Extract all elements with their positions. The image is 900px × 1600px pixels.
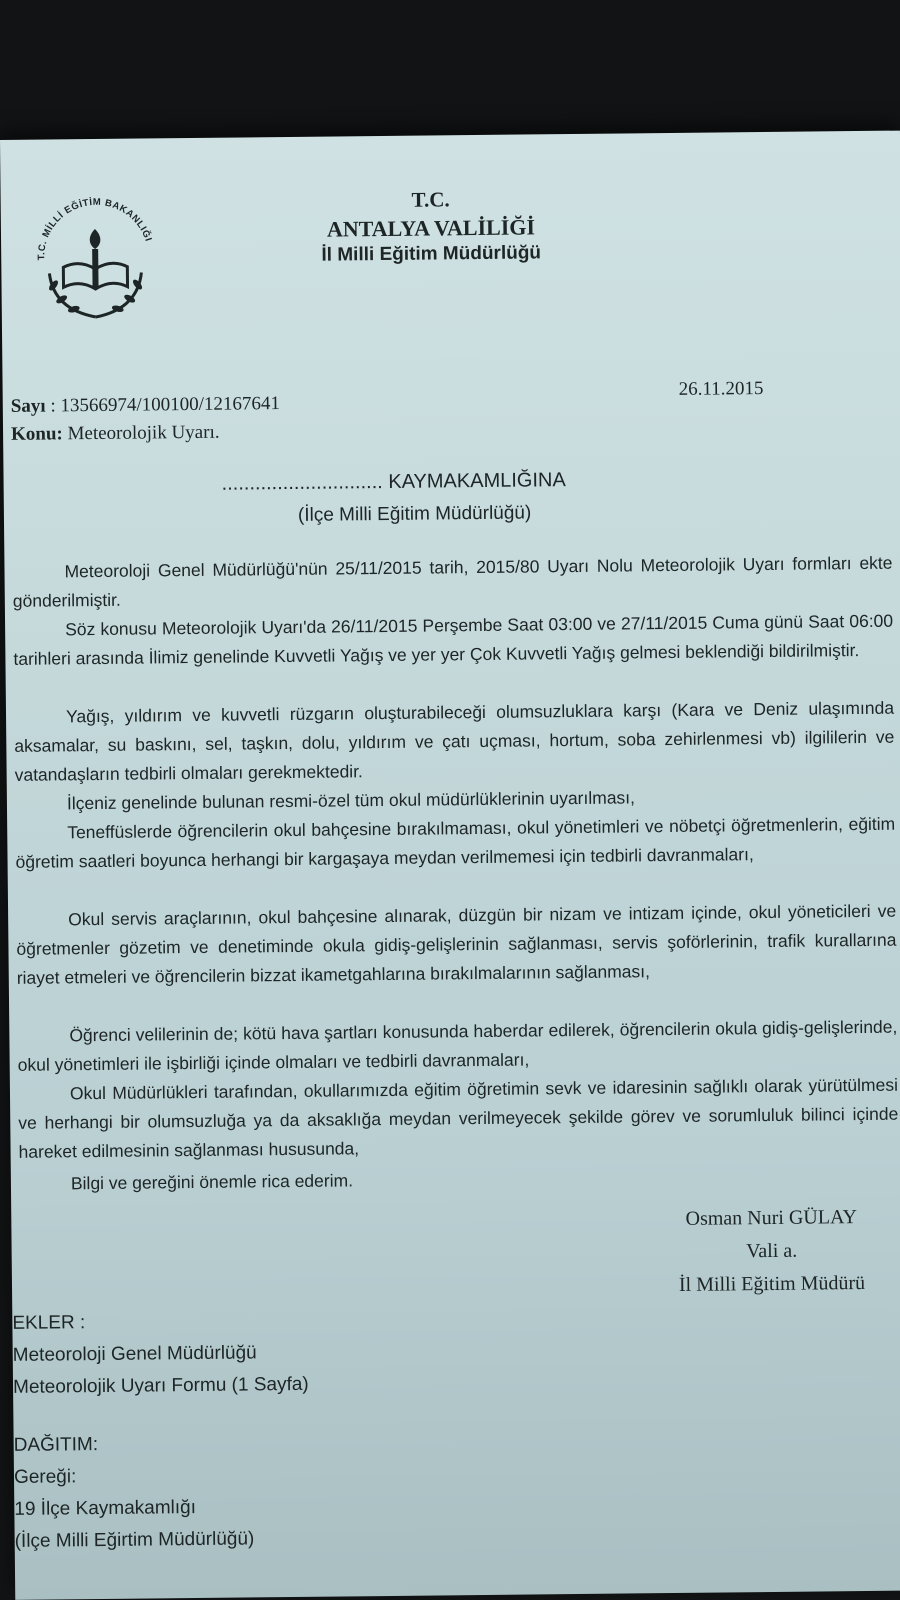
attachment-item-2: Meteorolojik Uyarı Formu (1 Sayfa)	[12, 1373, 309, 1398]
body-paragraph-7: Öğrenci velilerinin de; kötü hava şartları konusunda haberdar edilerek, öğrencilerin okula gidiş-gelişlerinde, okul yönetimleri ile işbirliği içinde olmaları ve tedbirli davranmaları,	[17, 1016, 898, 1075]
body-paragraph-2: Söz konusu Meteorolojik Uyarı'da 26/11/2015 Perşembe Saat 03:00 ve 27/11/2015 Cuma günü Saat 06:00 tarihleri arasında İlimiz genelinde Kuvvetli Yağış ve yer yer Çok Kuvvetli Yağış gelmesi beklendiği bildirilmiştir.	[13, 610, 894, 669]
signatory-name: Osman Nuri GÜLAY	[685, 1206, 858, 1230]
attachment-item-1: Meteoroloji Genel Müdürlüğü	[12, 1342, 257, 1366]
distribution-block	[14, 1427, 255, 1558]
header-tc: T.C.	[411, 187, 450, 212]
addressee-subline: (İlçe Milli Eğitim Müdürlüğü)	[297, 502, 532, 526]
body-paragraph-9: Bilgi ve gereğini önemle rica ederim.	[70, 1170, 354, 1194]
attachments-label: EKLER :	[12, 1312, 86, 1334]
signature-block	[631, 1201, 900, 1303]
attachments-block	[12, 1305, 309, 1404]
distribution-label: DAĞITIM:	[13, 1434, 99, 1456]
signatory-title-2: İl Milli Eğitim Müdürü	[678, 1272, 866, 1296]
addressee-line: ............................. KAYMAKAMLIĞINA	[221, 469, 566, 495]
body-paragraph-1: Meteoroloji Genel Müdürlüğü'nün 25/11/2015 tarih, 2015/80 Uyarı Nolu Meteorolojik Uyarı formları ekte gönderilmiştir.	[12, 552, 893, 611]
header-directorate: İl Milli Eğitim Müdürlüğü	[321, 242, 542, 266]
letter-page	[0, 131, 900, 1600]
body-paragraph-4: İlçeniz genelinde bulunan resmi-özel tüm okul müdürlüklerinin uyarılması,	[66, 787, 636, 814]
header-governorship: ANTALYA VALİLİĞİ	[326, 214, 536, 242]
ministry-seal-logo	[23, 188, 170, 335]
distribution-item-2: (İlçe Milli Eğirtim Müdürlüğü)	[14, 1528, 255, 1552]
subject-value: Meteorolojik Uyarı.	[67, 421, 220, 445]
document-number	[11, 393, 280, 418]
document-subject	[11, 422, 220, 446]
body-paragraph-3: Yağış, yıldırım ve kuvvetli rüzgarın oluşturabileceği olumsuzluklara karşı (Kara ve Deniz ulaşımında aksamalar, su baskını, sel, taşkın, dolu, yıldırım ve çatı uçması, hortum, soba zehirlenmesi vb) ilgililerin ve vatandaşların tedbirli olmaları gerekmektedir.	[14, 697, 895, 785]
document-date: 26.11.2015	[678, 378, 764, 400]
number-value: : 13566974/100100/12167641	[50, 393, 281, 417]
body-paragraph-5: Teneffüslerde öğrencilerin okul bahçesine bırakılmaması, okul yönetimleri ve nöbetçi öğretmenlerin, eğitim öğretim saatleri boyunca herhangi bir kargaşaya meydan verilmemesi için tedbirli davranmaları,	[15, 813, 896, 872]
number-label: Sayı	[10, 395, 46, 417]
body-paragraph-6: Okul servis araçlarının, okul bahçesine alınarak, düzgün bir nizam ve intizam içinde, okul yöneticileri ve öğretmenler gözetim ve denetiminde okula gidiş-gelişlerinin sağlanması, servis şoförlerinin, trafik kurallarına riayet etmeleri ve öğrencilerin bizzat ikametgahlarına bırakılmalarının sağlanması,	[16, 900, 897, 988]
distribution-item-1: 19 İlçe Kaymakamlığı	[14, 1497, 197, 1520]
distribution-sub-label: Gereği:	[13, 1466, 77, 1488]
body-paragraph-8: Okul Müdürlükleri tarafından, okullarımızda eğitim öğretimin sevk ve idaresinin sağlıklı olarak yürütülmesi ve herhangi bir olumsuzluğa ya da aksaklığa meydan verilmeyecek şekilde görev ve sorumluluk bilinci içinde hareket edilmesinin sağlanması hususunda,	[18, 1074, 899, 1162]
signatory-title-1: Vali a.	[746, 1239, 798, 1263]
subject-label: Konu:	[10, 423, 63, 445]
svg-text:T.C. MİLLİ EĞİTİM BAKANLIĞI: T.C. MİLLİ EĞİTİM BAKANLIĞI	[36, 196, 154, 261]
